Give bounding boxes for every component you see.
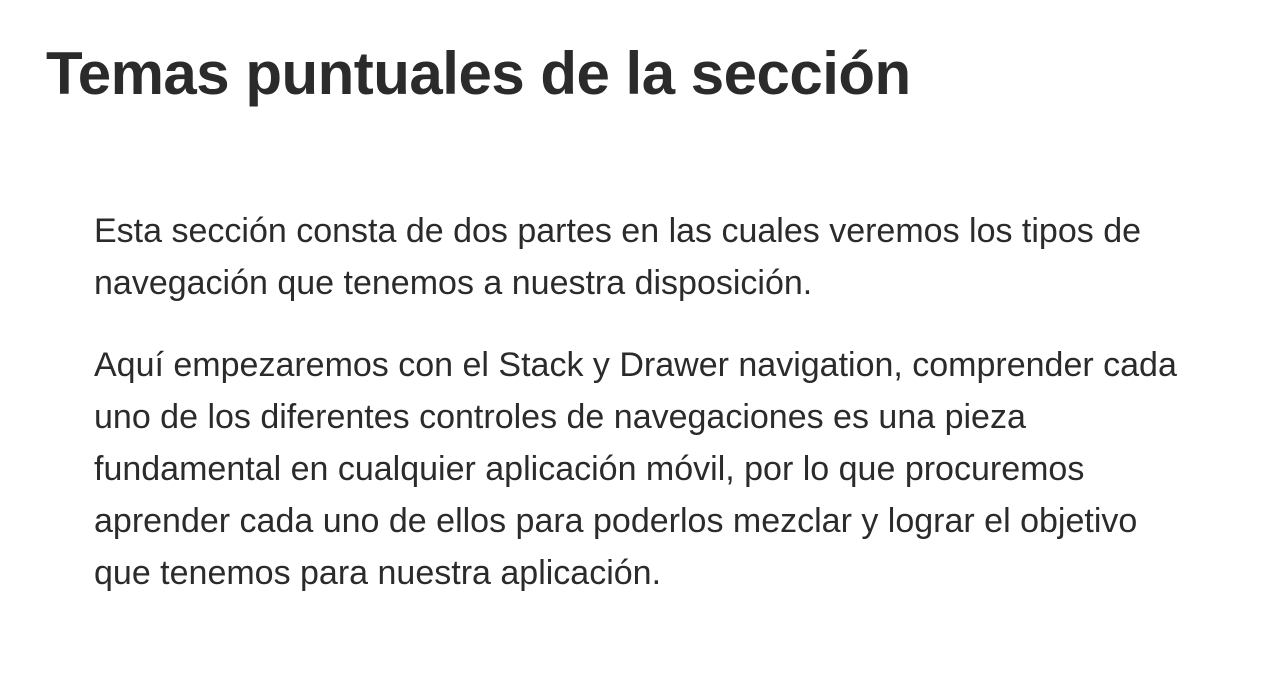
intro-paragraph: Esta sección consta de dos partes en las cuales veremos los tipos de navegación que tenemos a nuestra disposición. <box>94 212 1142 302</box>
section-title: Temas puntuales de la sección <box>46 40 911 107</box>
section-content <box>94 205 1194 629</box>
details-paragraph: Aquí empezaremos con el Stack y Drawer navigation, comprender cada uno de los diferentes controles de navegaciones es una pieza fundamental en cualquier aplicación móvil, por lo que procuremos aprender cada uno de ellos para poderlos mezclar y lograr el objetivo que tenemos para nuestra aplicación. <box>94 346 1177 592</box>
